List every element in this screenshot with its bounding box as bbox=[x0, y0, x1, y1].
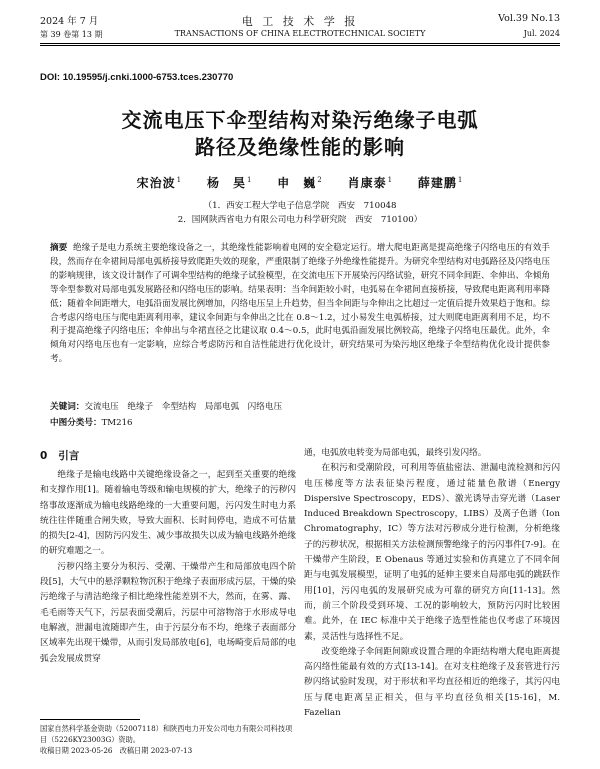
author: 肖康泰$^1$ bbox=[347, 176, 394, 190]
right-column bbox=[304, 446, 560, 764]
classification-text: TM216 bbox=[101, 418, 133, 428]
keywords-label: 关键词： bbox=[50, 402, 85, 412]
author: 杨 昊$^1$ bbox=[206, 176, 253, 190]
header-date: 2024 年 7 月 bbox=[40, 16, 99, 27]
header-journal-en: TRANSACTIONS OF CHINA ELECTROTECHNICAL SOCIETY bbox=[174, 29, 426, 38]
header-volume: Vol.39 No.13 bbox=[498, 13, 560, 24]
running-subheader bbox=[40, 29, 560, 41]
doi: DOI: 10.19595/j.cnki.1000-6753.tces.230770 bbox=[40, 72, 234, 83]
header-rule-bottom bbox=[40, 45, 560, 46]
keywords bbox=[50, 400, 282, 412]
classification bbox=[50, 416, 133, 428]
author: 宋治波$^1$ bbox=[136, 176, 183, 190]
abstract bbox=[50, 242, 550, 367]
author: 薛建鹏$^1$ bbox=[417, 176, 464, 190]
left-column bbox=[40, 468, 296, 718]
paragraph: 通，电弧放电转变为局部电弧，最终引发闪络。 bbox=[304, 448, 487, 458]
classification-label: 中图分类号： bbox=[50, 418, 102, 428]
affiliation-line2: 2．国网陕西省电力有限公司电力科学研究院 西安 710100） bbox=[177, 215, 423, 225]
header-journal-cn: 电 工 技 术 学 报 bbox=[241, 15, 359, 28]
authors bbox=[40, 174, 560, 191]
section-heading bbox=[40, 448, 79, 463]
paper-title-line1: 交流电压下伞型结构对染污绝缘子电弧 bbox=[121, 108, 479, 132]
section-title: 引言 bbox=[58, 450, 80, 462]
header-rule-top bbox=[40, 43, 560, 44]
section-number: 0 bbox=[40, 450, 48, 462]
running-header bbox=[40, 13, 560, 26]
footnote-rule bbox=[40, 719, 140, 720]
affiliation-line1: （1．西安工程大学电子信息学院 西安 710048 bbox=[203, 201, 397, 211]
paragraph: 改变绝缘子伞间距间隙或设置合理的伞距结构增大爬电距离提高闪络性能最有效的方式[13-14]。在对支柱绝缘子及套管进行污秽闪络试验时发现，对于形状和平均直径相近的绝缘子，其污闪电压与爬电距离呈正相关，但与平均直径负相关[15-16]，M. Fazelian bbox=[304, 646, 560, 719]
author: 申 巍$^2$ bbox=[277, 176, 323, 190]
paragraph: 绝缘子是输电线路中关键绝缘设备之一，起到至关重要的绝缘和支撑作用[1]。随着输电等级和输电规模的扩大，绝缘子的污秽闪络事故逐渐成为输电线路绝缘的一大重要问题，污闪发生时电力系统往往伴随重合闸失败，导致大面积、长时间停电，造成不可估量的损失[2-4]，因防污闪发生、减少事故损失以成为输电线路外绝缘的研究难题之一。 bbox=[40, 470, 296, 557]
paper-title-line2: 路径及绝缘性能的影响 bbox=[195, 135, 405, 159]
header-month-year: Jul. 2024 bbox=[523, 29, 560, 38]
keywords-text: 交流电压 绝缘子 伞型结构 局部电弧 闪络电压 bbox=[84, 402, 283, 412]
header-issue-cn: 第 39 卷第 13 期 bbox=[40, 30, 103, 39]
footnote bbox=[40, 723, 298, 756]
paragraph: 在积污和受潮阶段，可利用等值盐密法、泄漏电流检测和污闪电压梯度等方法表征染污程度，通过能量色散谱（Energy Dispersive Spectroscopy，EDS）、激光诱导击穿光谱（Laser Induced Breakdown Spectroscopy，LIBS）及离子色谱（Ion Chromatography，IC）等方法对污秽成分进行检测，分析绝缘子的污秽状况，根据相关方法检测预警绝缘子的污闪事件[7-9]。在干燥带产生阶段，E Obenaus 等通过实验和仿真建立了不同伞间距与电弧发展模型，证明了电弧的延伸主要来自局部电弧的跳跃作用[10]，污闪电弧的发展研究成为可靠的研究方向[11-13]。然而，前三个阶段受到环境、工况的影响较大，预防污闪时比较困难。此外，在 IEC 标准中关于绝缘子选型性能也仅考虑了环境因素，灵活性与选择性不足。 bbox=[304, 463, 560, 642]
paragraph: 污秽闪络主要分为积污、受潮、干燥带产生和局部放电四个阶段[5]，大气中的悬浮颗粒物沉积于绝缘子表面形成污层，干燥的染污绝缘子与清洁绝缘子相比绝缘性能差别不大，然而，在雾、露、毛毛雨等天气下，污层表面受潮后，污层中可溶物溶于水形成导电电解液，泄漏电流随即产生，由于污层分布不均，绝缘子表面部分区域率先出现干燥带，从而引发局部放电[6]，电场畸变后局部的电弧会发展成贯穿 bbox=[40, 561, 296, 664]
footnote-dates: 收稿日期 2023-05-26 改稿日期 2023-07-13 bbox=[40, 746, 193, 755]
abstract-label: 摘要 bbox=[50, 243, 68, 253]
abstract-text: 绝缘子是电力系统主要绝缘设备之一，其绝缘性能影响着电网的安全稳定运行。增大爬电距离是提高绝缘子闪络电压的有效手段，然而存在伞裙间局部电弧桥接导致爬距失效的现象，严重限制了绝缘子外绝缘性能提升。为研究伞型结构对电弧路径及闪络电压的影响规律，该文设计制作了可调伞型结构的绝缘子试验模型，在交流电压下开展染污闪络试验，研究不同伞间距、伞伸出、伞倾角等伞型参数对局部电弧发展路径和闪络电压的影响。结果表明：当伞间距较小时，电弧易在伞裙间直接桥接，导致爬电距离利用率降低；随着伞间距增大，电弧沿面发展比例增加，闪络电压呈上升趋势，但当伞间距与伞伸出之比超过一定值后提升效果趋于饱和。综合考虑闪络电压与爬电距离利用率，建议伞间距与伞伸出之比在 0.8～1.2，过小易发生电弧桥接，过大则爬电距离利用不足，均不利于提高绝缘子闪络电压；伞伸出与伞裙直径之比建议取 0.4～0.5，此时电弧沿面发展比例较高，绝缘子闪络电压最优。此外，伞倾角对闪络电压也有一定影响，应综合考虑防污和自洁性能进行优化设计，研究结果可为染污地区绝缘子伞型结构优化设计提供参考。 bbox=[50, 243, 550, 365]
footnote-funding: 国家自然科学基金资助（52007118）和陕西电力开发公司电力有限公司科技项目（5226KY23003G）资助。 bbox=[40, 724, 293, 744]
